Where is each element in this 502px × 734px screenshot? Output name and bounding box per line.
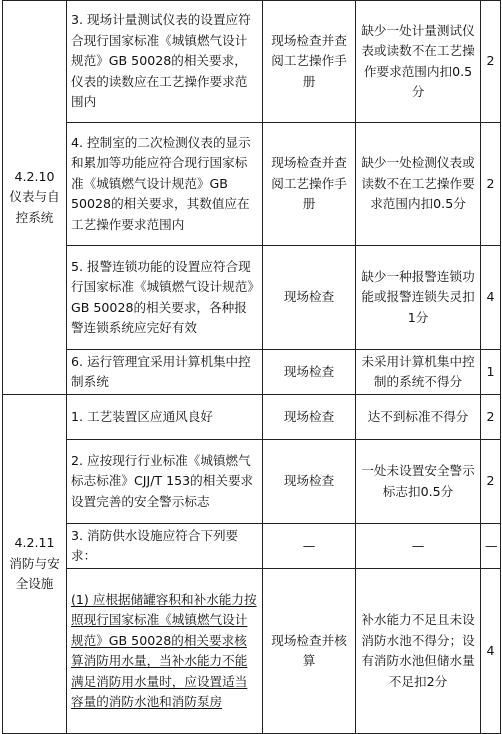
score-cell: 2 <box>481 123 501 246</box>
method-cell: 现场检查 <box>263 395 356 440</box>
criteria-cell: 缺少一处计量测试仪表或读数不在工艺操作要求范围内扣0.5分 <box>356 1 481 123</box>
table-row <box>3 395 501 440</box>
method-cell: 现场检查 <box>263 440 356 524</box>
method-cell: 现场检查 <box>263 350 356 395</box>
section-number: 4.2.10 <box>14 168 55 184</box>
method-cell: 现场检查 <box>263 246 356 350</box>
section-number: 4.2.11 <box>14 535 55 551</box>
requirement-cell: 4. 控制室的二次检测仪表的显示和累加等功能应符合现行国家标准《城镇燃气设计规范》GB 50028的相关要求，其数值应在工艺操作要求范围内 <box>67 123 263 246</box>
method-cell: 现场检查并查阅工艺操作手册 <box>263 1 356 123</box>
method-cell: 现场检查并核算 <box>263 569 356 734</box>
section-cell <box>3 1 67 395</box>
section-cell <box>3 395 67 734</box>
table-row <box>3 524 501 569</box>
requirement-cell: (1) 应根据储罐容积和补水能力按照现行国家标准《城镇燃气设计规范》GB 50028的相关要求核算消防用水量，当补水能力不能满足消防用水量时，应设置适当容量的消防水池和消防泵房 <box>67 569 263 734</box>
criteria-cell: 补水能力不足且未设消防水池不得分；设有消防水池但储水量不足扣2分 <box>356 569 481 734</box>
score-cell: 4 <box>481 246 501 350</box>
criteria-cell: 缺少一处检测仪表或读数不在工艺操作要求范围内扣0.5分 <box>356 123 481 246</box>
table-row <box>3 123 501 246</box>
requirement-cell: 2. 应按现行行业标准《城镇燃气标志标准》CJJ/T 153的相关要求设置完善的安全警示标志 <box>67 440 263 524</box>
section-title: 消防与安全设施 <box>9 555 60 592</box>
score-cell: 2 <box>481 395 501 440</box>
table-row <box>3 350 501 395</box>
criteria-cell: — <box>356 524 481 569</box>
criteria-cell: 未采用计算机集中控制的系统不得分 <box>356 350 481 395</box>
method-cell: — <box>263 524 356 569</box>
score-cell: 2 <box>481 440 501 524</box>
requirement-cell: 5. 报警连锁功能的设置应符合现行国家标准《城镇燃气设计规范》GB 50028的相关要求，各种报警连锁系统应完好有效 <box>67 246 263 350</box>
standards-table <box>2 0 501 734</box>
requirement-cell: 3. 消防供水设施应符合下列要求： <box>67 524 263 569</box>
section-title: 仪表与自控系统 <box>9 189 60 225</box>
requirement-cell: 6. 运行管理宜采用计算机集中控制系统 <box>67 350 263 395</box>
criteria-cell: 一处未设置安全警示标志扣0.5分 <box>356 440 481 524</box>
method-cell: 现场检查并查阅工艺操作手册 <box>263 123 356 246</box>
table-row <box>3 1 501 123</box>
score-cell: 2 <box>481 1 501 123</box>
requirement-cell: 3. 现场计量测试仪表的设置应符合现行国家标准《城镇燃气设计规范》GB 50028的相关要求，仪表的读数应在工艺操作要求范围内 <box>67 1 263 123</box>
score-cell: 1 <box>481 350 501 395</box>
score-cell: 4 <box>481 569 501 734</box>
score-cell: — <box>481 524 501 569</box>
table-row <box>3 246 501 350</box>
criteria-cell: 缺少一种报警连锁功能或报警连锁失灵扣1分 <box>356 246 481 350</box>
table-row <box>3 569 501 734</box>
table-row <box>3 440 501 524</box>
requirement-cell: 1. 工艺装置区应通风良好 <box>67 395 263 440</box>
criteria-cell: 达不到标准不得分 <box>356 395 481 440</box>
